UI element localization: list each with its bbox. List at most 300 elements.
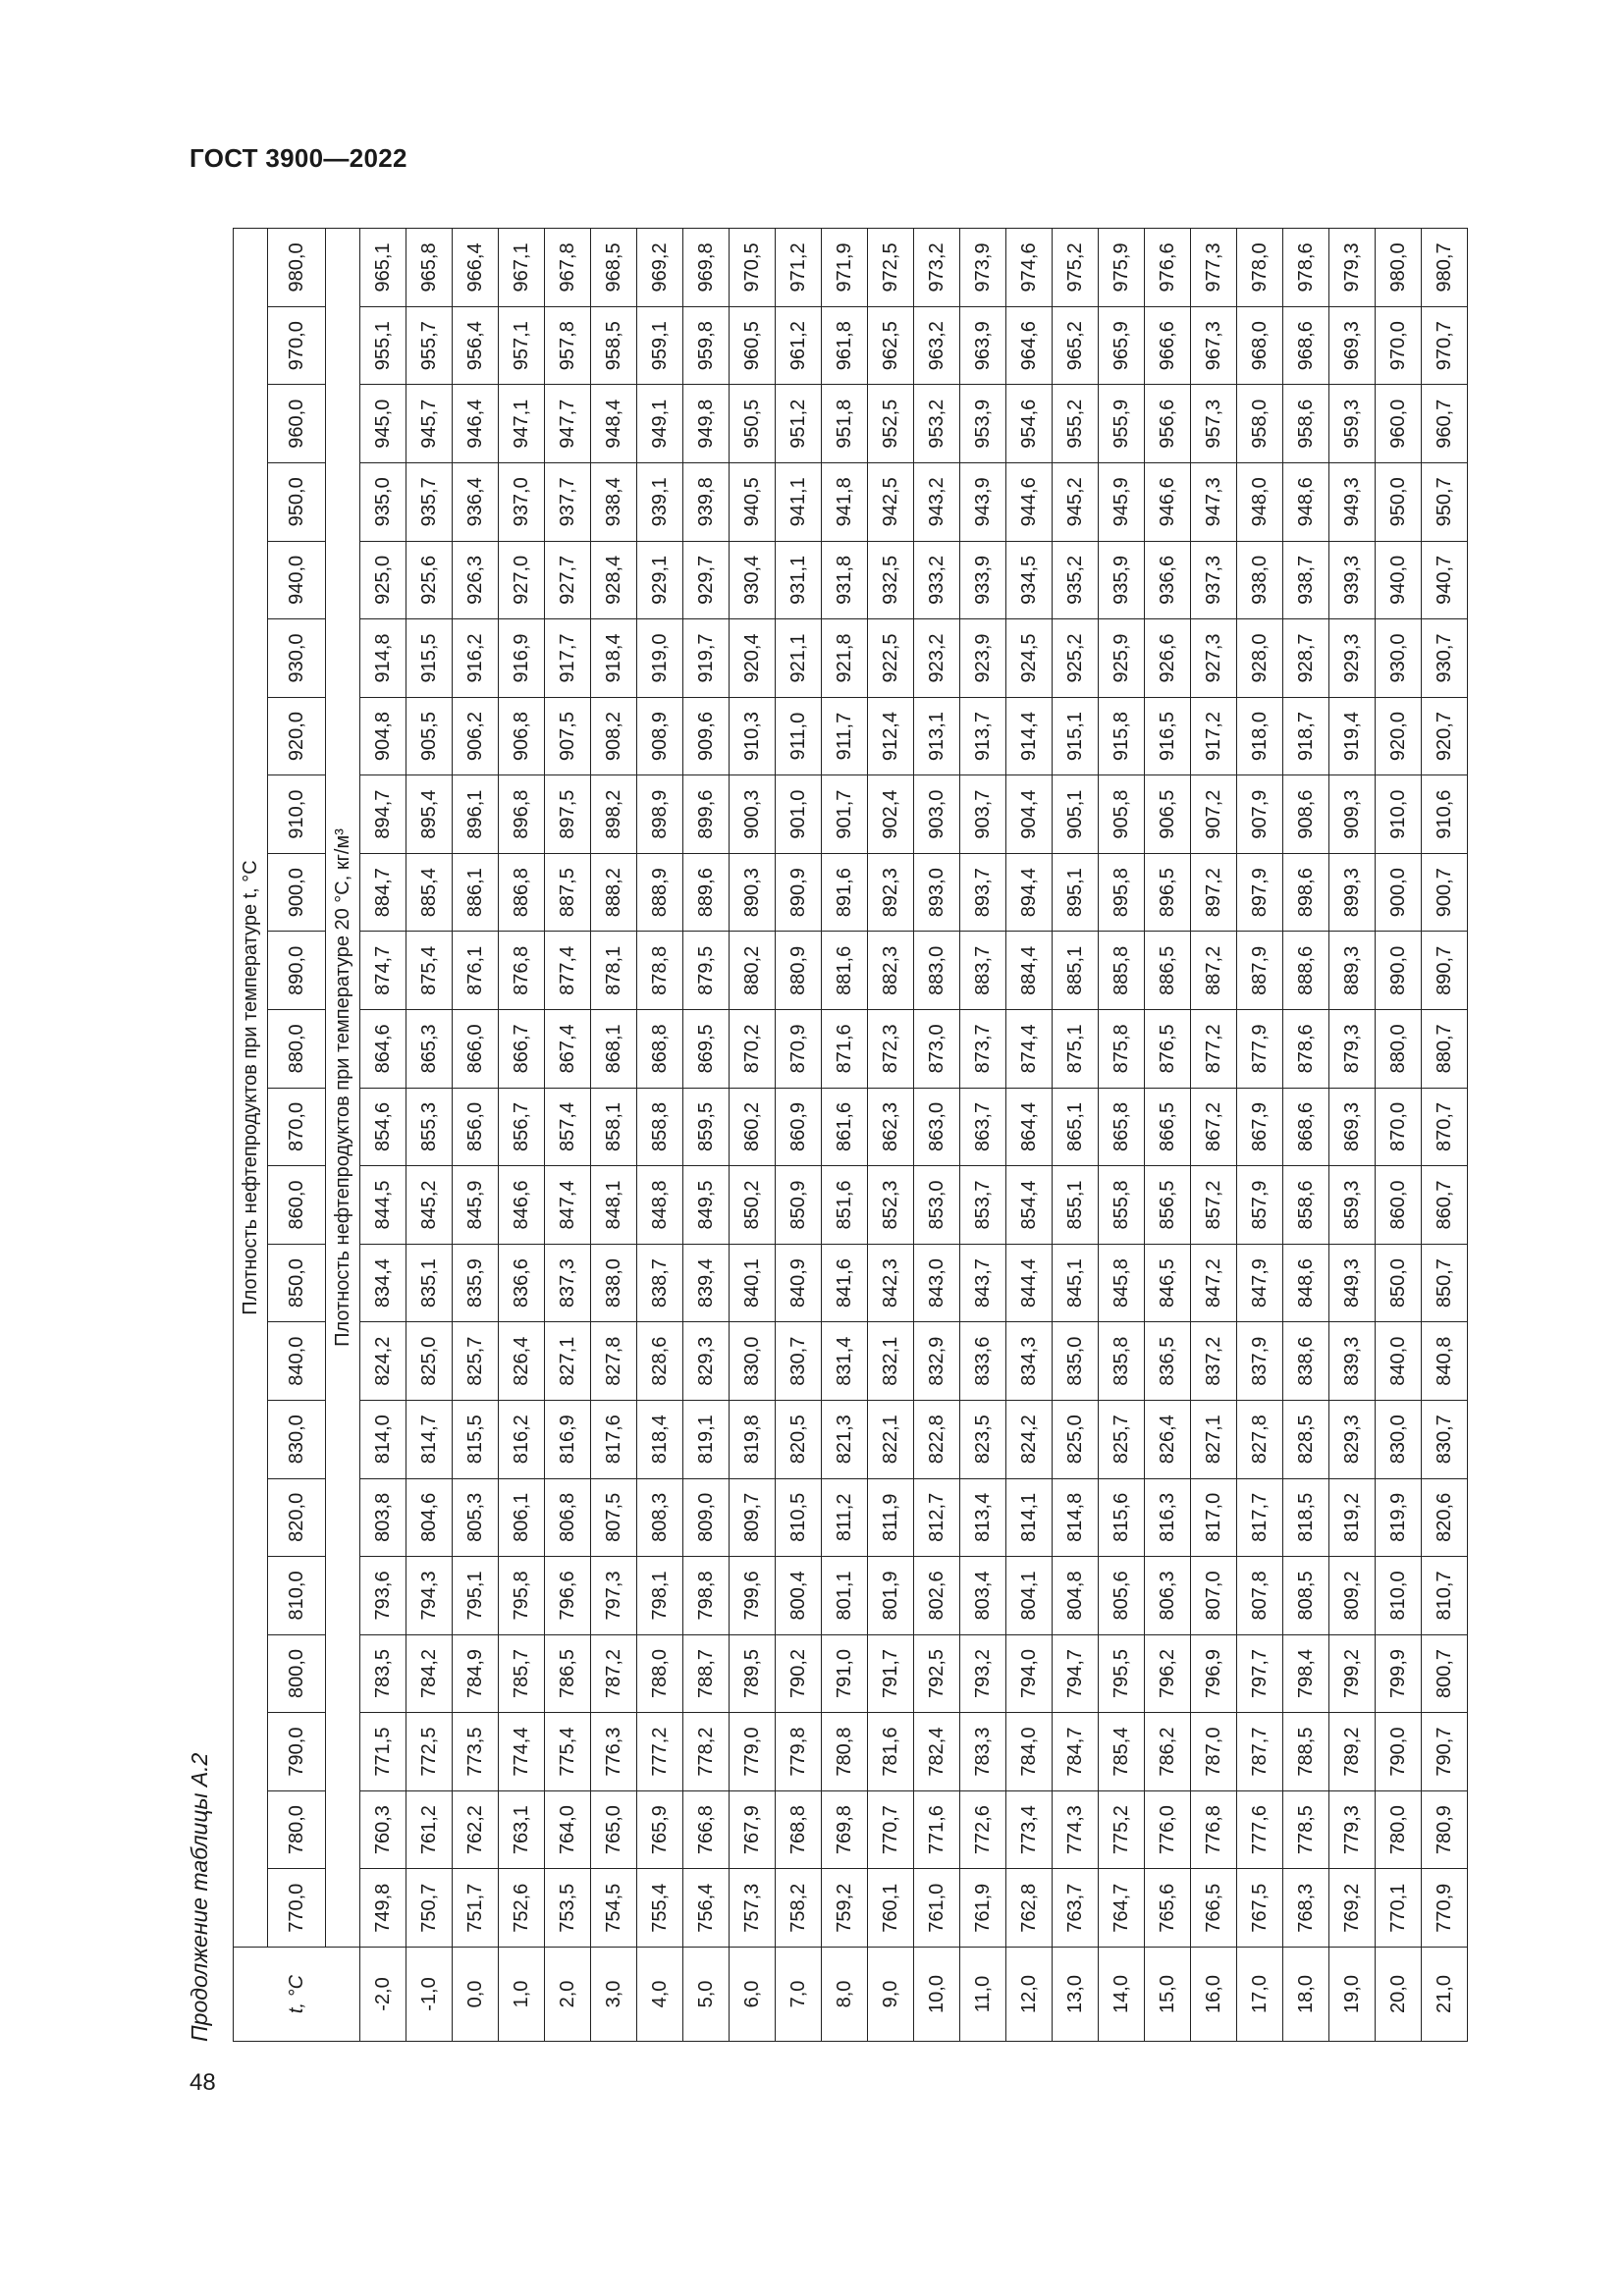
density-cell: 783,5 [360, 1634, 406, 1713]
density-cell: 932,5 [868, 541, 914, 619]
density-cell: 847,2 [1191, 1244, 1237, 1322]
table-row [545, 229, 591, 2042]
density-cell: 961,8 [822, 306, 868, 385]
density-cell: 866,5 [1145, 1088, 1191, 1166]
density-cell: 766,8 [683, 1790, 730, 1869]
table-row [1053, 229, 1099, 2042]
header-row-group [234, 229, 268, 2042]
density-cell: 758,2 [776, 1869, 822, 1948]
density-cell: 781,6 [868, 1713, 914, 1791]
density-cell: 880,2 [730, 932, 776, 1010]
density-cell: 905,5 [406, 697, 453, 775]
density-cell: 816,9 [545, 1400, 591, 1478]
density-cell: 899,6 [683, 775, 730, 854]
density-cell: 825,0 [1053, 1400, 1099, 1478]
table-row [360, 229, 406, 2042]
density-cell: 890,3 [730, 853, 776, 932]
density-cell: 898,9 [637, 775, 683, 854]
density-cell: 752,6 [499, 1869, 545, 1948]
density-cell: 840,8 [1422, 1322, 1468, 1401]
density-cell: 837,3 [545, 1244, 591, 1322]
density-cell: 808,3 [637, 1478, 683, 1557]
density-cell: 850,9 [776, 1166, 822, 1245]
temperature-cell: 4,0 [637, 1948, 683, 2042]
density-cell: 868,6 [1283, 1088, 1329, 1166]
table-row [1422, 229, 1468, 2042]
density-cell: 969,2 [637, 229, 683, 307]
density-cell: 967,8 [545, 229, 591, 307]
density-cell: 971,9 [822, 229, 868, 307]
density-cell: 783,3 [960, 1713, 1006, 1791]
density-cell: 787,2 [591, 1634, 637, 1713]
header-row-densities [268, 229, 326, 2042]
density-column-header: 980,0 [268, 229, 326, 307]
density-cell: 888,2 [591, 853, 637, 932]
temperature-cell: 14,0 [1099, 1948, 1145, 2042]
density-cell: 804,6 [406, 1478, 453, 1557]
density-cell: 777,2 [637, 1713, 683, 1791]
density-cell: 846,5 [1145, 1244, 1191, 1322]
density-cell: 970,0 [1376, 306, 1422, 385]
density-cell: 865,3 [406, 1010, 453, 1089]
density-cell: 965,2 [1053, 306, 1099, 385]
density-cell: 929,7 [683, 541, 730, 619]
density-cell: 959,3 [1329, 385, 1376, 463]
density-cell: 941,1 [776, 463, 822, 542]
density-cell: 924,5 [1006, 619, 1053, 698]
density-cell: 971,2 [776, 229, 822, 307]
density-cell: 939,3 [1329, 541, 1376, 619]
density-cell: 775,2 [1099, 1790, 1145, 1869]
density-cell: 779,0 [730, 1713, 776, 1791]
density-cell: 810,7 [1422, 1557, 1468, 1635]
density-cell: 874,7 [360, 932, 406, 1010]
density-cell: 769,8 [822, 1790, 868, 1869]
density-cell: 878,1 [591, 932, 637, 1010]
density-cell: 908,9 [637, 697, 683, 775]
temperature-cell: 10,0 [914, 1948, 960, 2042]
density-cell: 817,6 [591, 1400, 637, 1478]
density-cell: 862,3 [868, 1088, 914, 1166]
density-cell: 791,7 [868, 1634, 914, 1713]
density-cell: 941,8 [822, 463, 868, 542]
table-row [1376, 229, 1422, 2042]
density-cell: 882,3 [868, 932, 914, 1010]
table-row [1191, 229, 1237, 2042]
density-cell: 858,8 [637, 1088, 683, 1166]
density-cell: 906,8 [499, 697, 545, 775]
density-cell: 927,3 [1191, 619, 1237, 698]
density-cell: 957,3 [1191, 385, 1237, 463]
density-column-header: 840,0 [268, 1322, 326, 1401]
density-cell: 866,7 [499, 1010, 545, 1089]
density-cell: 910,6 [1422, 775, 1468, 854]
table-body [360, 229, 1468, 2042]
density-cell: 949,3 [1329, 463, 1376, 542]
density-cell: 938,4 [591, 463, 637, 542]
density-cell: 927,0 [499, 541, 545, 619]
density-cell: 846,6 [499, 1166, 545, 1245]
density-cell: 857,4 [545, 1088, 591, 1166]
density-cell: 867,9 [1237, 1088, 1283, 1166]
density-cell: 802,6 [914, 1557, 960, 1635]
density-column-header: 770,0 [268, 1869, 326, 1948]
density-cell: 928,0 [1237, 619, 1283, 698]
density-cell: 930,4 [730, 541, 776, 619]
density-cell: 849,5 [683, 1166, 730, 1245]
density-cell: 770,1 [1376, 1869, 1422, 1948]
density-cell: 835,8 [1099, 1322, 1145, 1401]
density-cell: 979,3 [1329, 229, 1376, 307]
density-cell: 935,0 [360, 463, 406, 542]
density-cell: 865,8 [1099, 1088, 1145, 1166]
density-cell: 892,3 [868, 853, 914, 932]
density-cell: 841,6 [822, 1244, 868, 1322]
density-cell: 776,8 [1191, 1790, 1237, 1869]
density-cell: 871,6 [822, 1010, 868, 1089]
density-cell: 870,7 [1422, 1088, 1468, 1166]
density-cell: 884,7 [360, 853, 406, 932]
density-cell: 795,5 [1099, 1634, 1145, 1713]
density-cell: 923,2 [914, 619, 960, 698]
density-cell: 845,8 [1099, 1244, 1145, 1322]
density-cell: 782,4 [914, 1713, 960, 1791]
density-cell: 836,5 [1145, 1322, 1191, 1401]
density-cell: 937,7 [545, 463, 591, 542]
temperature-cell: 21,0 [1422, 1948, 1468, 2042]
density-cell: 878,6 [1283, 1010, 1329, 1089]
density-cell: 854,4 [1006, 1166, 1053, 1245]
table-row [914, 229, 960, 2042]
density-cell: 784,0 [1006, 1713, 1053, 1791]
temperature-cell: 7,0 [776, 1948, 822, 2042]
density-cell: 825,0 [406, 1322, 453, 1401]
density-cell: 977,3 [1191, 229, 1237, 307]
table-row [868, 229, 914, 2042]
density-cell: 960,5 [730, 306, 776, 385]
density-cell: 819,8 [730, 1400, 776, 1478]
density-cell: 925,6 [406, 541, 453, 619]
density-cell: 876,8 [499, 932, 545, 1010]
density-cell: 876,5 [1145, 1010, 1191, 1089]
density-cell: 847,9 [1237, 1244, 1283, 1322]
density-cell: 900,3 [730, 775, 776, 854]
density-cell: 937,0 [499, 463, 545, 542]
density-cell: 762,2 [453, 1790, 499, 1869]
density-cell: 780,0 [1376, 1790, 1422, 1869]
density-cell: 880,7 [1422, 1010, 1468, 1089]
density-cell: 937,3 [1191, 541, 1237, 619]
density-cell: 754,5 [591, 1869, 637, 1948]
density-cell: 809,7 [730, 1478, 776, 1557]
density-cell: 961,2 [776, 306, 822, 385]
density-cell: 768,8 [776, 1790, 822, 1869]
density-cell: 966,4 [453, 229, 499, 307]
density-cell: 851,6 [822, 1166, 868, 1245]
density-cell: 933,9 [960, 541, 1006, 619]
density-cell: 856,7 [499, 1088, 545, 1166]
density-cell: 897,5 [545, 775, 591, 854]
density-column-header: 930,0 [268, 619, 326, 698]
density-cell: 816,3 [1145, 1478, 1191, 1557]
density-cell: 925,0 [360, 541, 406, 619]
density-cell: 812,7 [914, 1478, 960, 1557]
density-cell: 844,4 [1006, 1244, 1053, 1322]
density-cell: 765,9 [637, 1790, 683, 1869]
density-cell: 951,8 [822, 385, 868, 463]
density-column-header: 890,0 [268, 932, 326, 1010]
density-cell: 949,8 [683, 385, 730, 463]
density-cell: 888,6 [1283, 932, 1329, 1010]
density-cell: 795,8 [499, 1557, 545, 1635]
density-cell: 751,7 [453, 1869, 499, 1948]
density-cell: 840,1 [730, 1244, 776, 1322]
density-cell: 952,5 [868, 385, 914, 463]
density-cell: 928,4 [591, 541, 637, 619]
density-cell: 965,9 [1099, 306, 1145, 385]
density-cell: 810,0 [1376, 1557, 1422, 1635]
density-cell: 824,2 [1006, 1400, 1053, 1478]
density-cell: 895,1 [1053, 853, 1099, 932]
density-cell: 940,0 [1376, 541, 1422, 619]
density-cell: 907,2 [1191, 775, 1237, 854]
density-cell: 974,6 [1006, 229, 1053, 307]
density-cell: 968,6 [1283, 306, 1329, 385]
density-cell: 920,4 [730, 619, 776, 698]
density-cell: 919,7 [683, 619, 730, 698]
density-cell: 760,1 [868, 1869, 914, 1948]
density-cell: 934,5 [1006, 541, 1053, 619]
density-cell: 901,0 [776, 775, 822, 854]
density-cell: 820,5 [776, 1400, 822, 1478]
table-row [1237, 229, 1283, 2042]
density-cell: 955,9 [1099, 385, 1145, 463]
document-header: ГОСТ 3900—2022 [189, 143, 407, 173]
density-cell: 834,4 [360, 1244, 406, 1322]
density-cell: 858,6 [1283, 1166, 1329, 1245]
density-cell: 794,3 [406, 1557, 453, 1635]
density-cell: 935,2 [1053, 541, 1099, 619]
density-cell: 894,7 [360, 775, 406, 854]
density-cell: 938,7 [1283, 541, 1329, 619]
density-cell: 861,6 [822, 1088, 868, 1166]
density-cell: 803,8 [360, 1478, 406, 1557]
density-cell: 864,4 [1006, 1088, 1053, 1166]
density-cell: 922,5 [868, 619, 914, 698]
density-cell: 830,7 [1422, 1400, 1468, 1478]
density-cell: 859,3 [1329, 1166, 1376, 1245]
density-cell: 761,9 [960, 1869, 1006, 1948]
density-column-header: 780,0 [268, 1790, 326, 1869]
density-cell: 939,8 [683, 463, 730, 542]
density-cell: 832,9 [914, 1322, 960, 1401]
temperature-cell: 11,0 [960, 1948, 1006, 2042]
density-cell: 893,0 [914, 853, 960, 932]
density-cell: 903,0 [914, 775, 960, 854]
density-cell: 819,9 [1376, 1478, 1422, 1557]
density-cell: 784,7 [1053, 1713, 1099, 1791]
density-cell: 929,3 [1329, 619, 1376, 698]
table-row [1329, 229, 1376, 2042]
density-cell: 950,5 [730, 385, 776, 463]
density-cell: 921,1 [776, 619, 822, 698]
density-cell: 785,7 [499, 1634, 545, 1713]
density-cell: 793,2 [960, 1634, 1006, 1713]
density-cell: 915,5 [406, 619, 453, 698]
density-cell: 906,5 [1145, 775, 1191, 854]
density-cell: 975,9 [1099, 229, 1145, 307]
density-cell: 969,3 [1329, 306, 1376, 385]
density-cell: 947,7 [545, 385, 591, 463]
density-cell: 800,7 [1422, 1634, 1468, 1713]
density-cell: 864,6 [360, 1010, 406, 1089]
density-cell: 776,0 [1145, 1790, 1191, 1869]
density-cell: 798,4 [1283, 1634, 1329, 1713]
density-cell: 944,6 [1006, 463, 1053, 542]
density-cell: 965,1 [360, 229, 406, 307]
density-cell: 910,0 [1376, 775, 1422, 854]
density-column-header: 940,0 [268, 541, 326, 619]
density-cell: 807,0 [1191, 1557, 1237, 1635]
density-cell: 838,0 [591, 1244, 637, 1322]
density-cell: 835,1 [406, 1244, 453, 1322]
density-cell: 773,5 [453, 1713, 499, 1791]
density-cell: 849,3 [1329, 1244, 1376, 1322]
density-cell: 811,9 [868, 1478, 914, 1557]
table-row [683, 229, 730, 2042]
density-cell: 959,1 [637, 306, 683, 385]
density-column-header: 910,0 [268, 775, 326, 854]
density-cell: 905,8 [1099, 775, 1145, 854]
density-column-header: 960,0 [268, 385, 326, 463]
density-cell: 890,7 [1422, 932, 1468, 1010]
density-cell: 963,2 [914, 306, 960, 385]
density-cell: 907,9 [1237, 775, 1283, 854]
density-cell: 970,5 [730, 229, 776, 307]
density-cell: 945,2 [1053, 463, 1099, 542]
density-cell: 847,4 [545, 1166, 591, 1245]
density-cell: 786,5 [545, 1634, 591, 1713]
density-cell: 835,0 [1053, 1322, 1099, 1401]
density-table [233, 228, 1468, 2042]
density-cell: 827,1 [1191, 1400, 1237, 1478]
density-cell: 893,7 [960, 853, 1006, 932]
density-cell: 796,9 [1191, 1634, 1237, 1713]
density-cell: 945,9 [1099, 463, 1145, 542]
density-cell: 837,2 [1191, 1322, 1237, 1401]
density-cell: 911,7 [822, 697, 868, 775]
density-cell: 876,1 [453, 932, 499, 1010]
density-cell: 951,2 [776, 385, 822, 463]
density-cell: 863,0 [914, 1088, 960, 1166]
density-cell: 968,0 [1237, 306, 1283, 385]
density-cell: 948,6 [1283, 463, 1329, 542]
density-cell: 791,0 [822, 1634, 868, 1713]
density-cell: 777,6 [1237, 1790, 1283, 1869]
density-cell: 796,6 [545, 1557, 591, 1635]
density-cell: 803,4 [960, 1557, 1006, 1635]
density-cell: 931,8 [822, 541, 868, 619]
density-cell: 840,9 [776, 1244, 822, 1322]
density-cell: 769,2 [1329, 1869, 1376, 1948]
density-cell: 926,6 [1145, 619, 1191, 698]
density-cell: 774,3 [1053, 1790, 1099, 1869]
density-cell: 873,7 [960, 1010, 1006, 1089]
density-column-header: 870,0 [268, 1088, 326, 1166]
density-cell: 908,6 [1283, 775, 1329, 854]
density-cell: 902,4 [868, 775, 914, 854]
density-cell: 779,3 [1329, 1790, 1376, 1869]
density-cell: 950,0 [1376, 463, 1422, 542]
density-cell: 874,4 [1006, 1010, 1053, 1089]
temperature-cell: 15,0 [1145, 1948, 1191, 2042]
density-cell: 867,4 [545, 1010, 591, 1089]
density-cell: 953,2 [914, 385, 960, 463]
density-cell: 916,9 [499, 619, 545, 698]
density-cell: 919,0 [637, 619, 683, 698]
density-cell: 960,7 [1422, 385, 1468, 463]
density-cell: 806,8 [545, 1478, 591, 1557]
table-row [1145, 229, 1191, 2042]
density-cell: 822,1 [868, 1400, 914, 1478]
density-cell: 821,3 [822, 1400, 868, 1478]
density-cell: 877,9 [1237, 1010, 1283, 1089]
density-cell: 880,0 [1376, 1010, 1422, 1089]
density-cell: 815,5 [453, 1400, 499, 1478]
density-cell: 877,4 [545, 932, 591, 1010]
density-column-header: 900,0 [268, 853, 326, 932]
density-cell: 825,7 [453, 1322, 499, 1401]
density-cell: 936,4 [453, 463, 499, 542]
density-cell: 770,9 [1422, 1869, 1468, 1948]
density-cell: 807,5 [591, 1478, 637, 1557]
density-cell: 908,2 [591, 697, 637, 775]
density-cell: 755,4 [637, 1869, 683, 1948]
density-cell: 852,3 [868, 1166, 914, 1245]
density-column-header: 790,0 [268, 1713, 326, 1791]
density-cell: 896,5 [1145, 853, 1191, 932]
density-cell: 911,0 [776, 697, 822, 775]
density-cell: 889,6 [683, 853, 730, 932]
density-cell: 930,0 [1376, 619, 1422, 698]
density-cell: 894,4 [1006, 853, 1053, 932]
density-cell: 895,4 [406, 775, 453, 854]
density-cell: 810,5 [776, 1478, 822, 1557]
density-cell: 870,2 [730, 1010, 776, 1089]
density-cell: 898,6 [1283, 853, 1329, 932]
density-cell: 793,6 [360, 1557, 406, 1635]
density-cell: 947,3 [1191, 463, 1237, 542]
table-row [776, 229, 822, 2042]
density-cell: 767,5 [1237, 1869, 1283, 1948]
density-cell: 960,0 [1376, 385, 1422, 463]
density-cell: 833,6 [960, 1322, 1006, 1401]
density-cell: 869,5 [683, 1010, 730, 1089]
density-cell: 935,9 [1099, 541, 1145, 619]
density-cell: 813,4 [960, 1478, 1006, 1557]
density-cell: 805,3 [453, 1478, 499, 1557]
density-cell: 795,1 [453, 1557, 499, 1635]
group-header: Плотность нефтепродуктов при температуре t, °C [234, 229, 268, 1948]
density-cell: 897,9 [1237, 853, 1283, 932]
density-cell: 980,7 [1422, 229, 1468, 307]
density-cell: 962,5 [868, 306, 914, 385]
density-cell: 914,4 [1006, 697, 1053, 775]
density-cell: 905,1 [1053, 775, 1099, 854]
density-cell: 785,4 [1099, 1713, 1145, 1791]
density-cell: 869,3 [1329, 1088, 1376, 1166]
density-cell: 768,3 [1283, 1869, 1329, 1948]
